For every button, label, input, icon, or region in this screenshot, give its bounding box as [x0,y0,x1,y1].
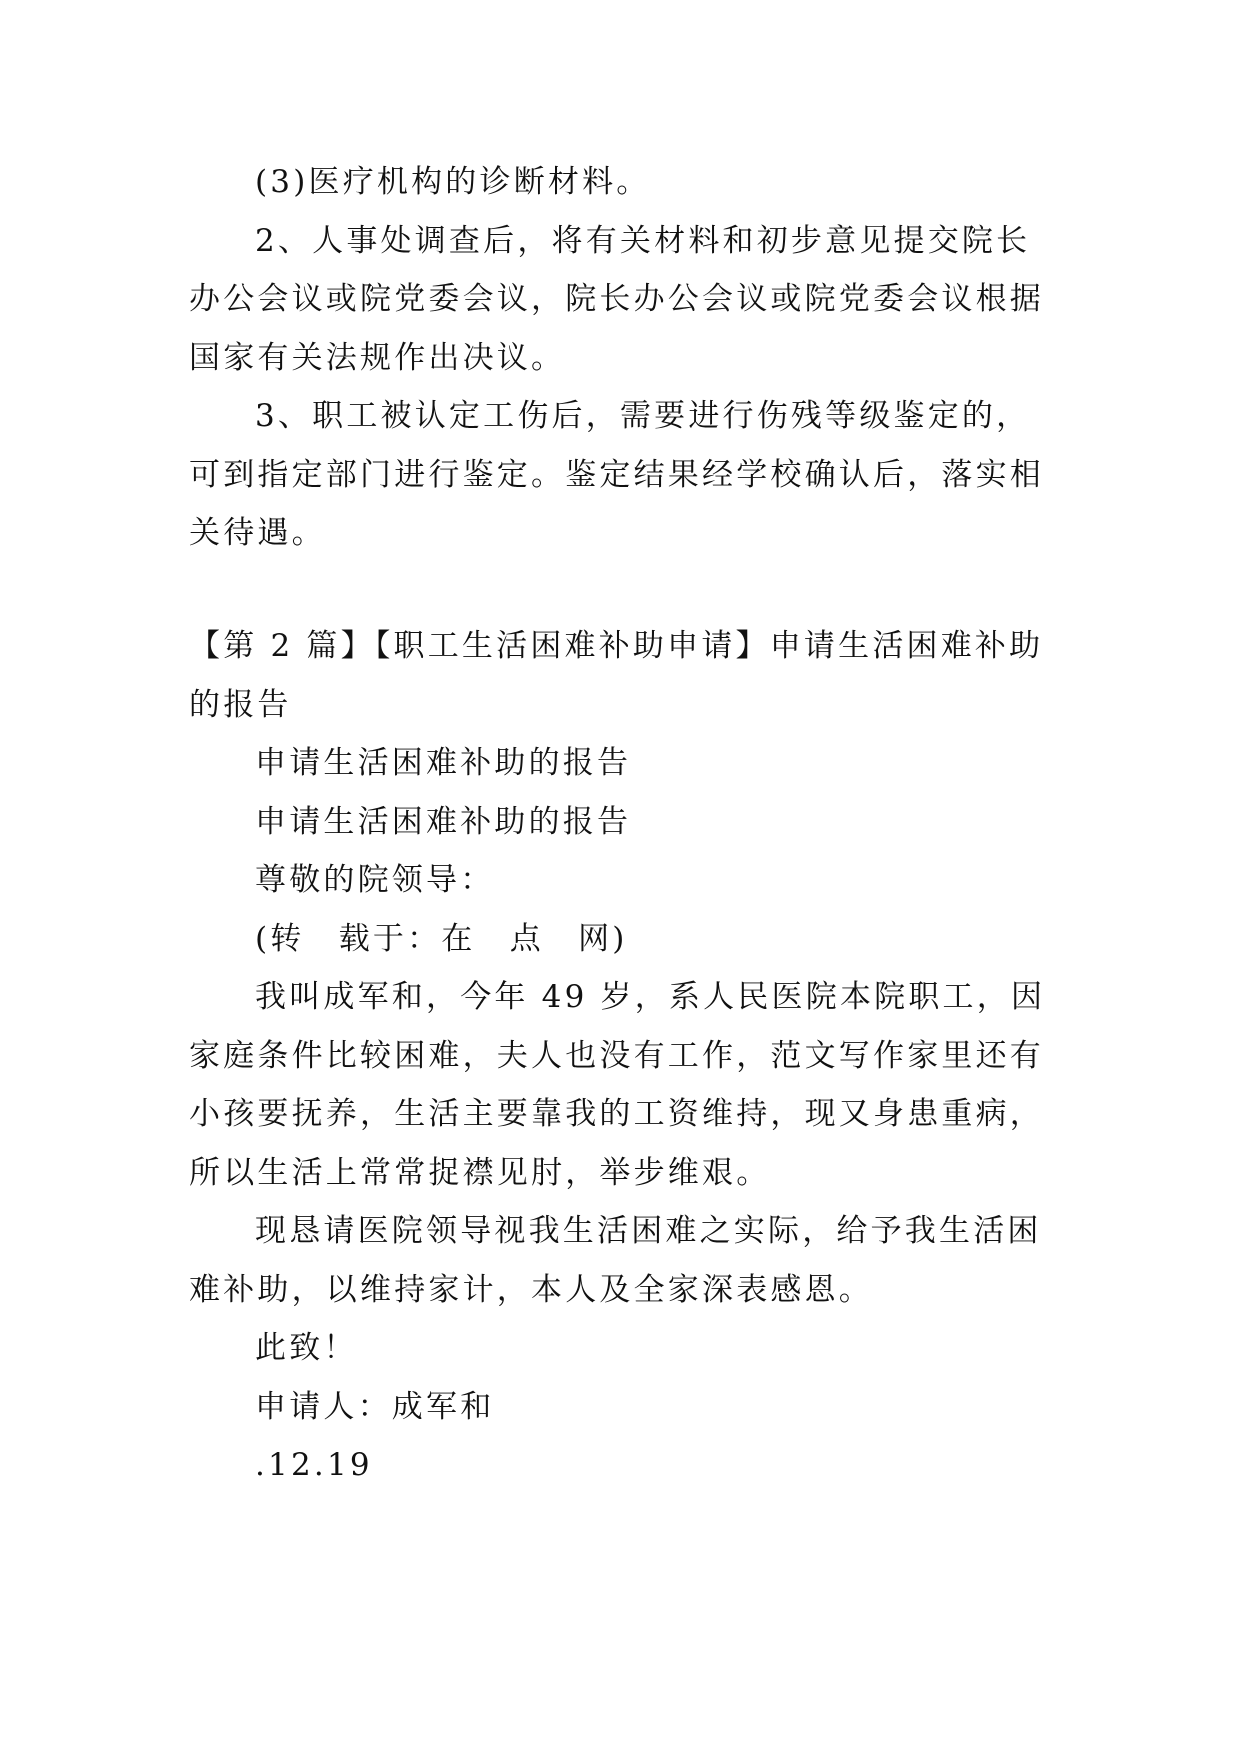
article-heading: 【第 2 篇】【职工生活困难补助申请】申请生活困难补助的报告 [189,628,1044,723]
section-hardship-subsidy-report [189,617,1050,1495]
date: .12.19 [255,1447,373,1483]
report-title-repeat: 申请生活困难补助的报告 [255,803,632,840]
closing: 此致！ [255,1330,358,1366]
salutation: 尊敬的院领导： [255,862,495,898]
section-work-injury-procedure [189,153,1050,563]
paragraph-3-disability-assessment: 3、职工被认定工伤后，需要进行伤残等级鉴定的，可到指定部门进行鉴定。鉴定结果经学校确认后，落实相关待遇。 [189,398,1044,551]
body-paragraph-situation: 我叫成军和，今年 49 岁，系人民医院本院职工，因家庭条件比较困难，夫人也没有工作，范文写作家里还有小孩要抚养，生活主要靠我的工资维持，现又身患重病，所以生活上常常捉襟见肘，举步维艰。 [189,979,1046,1191]
source-note: (转 载于：在 点 网) [255,920,628,957]
item-3-medical-materials: (3)医疗机构的诊断材料。 [255,164,651,200]
paragraph-2-investigation: 2、人事处调查后，将有关材料和初步意见提交院长办公会议或院党委会议，院长办公会议或院党委会议根据国家有关法规作出决议。 [189,222,1044,376]
report-title: 申请生活困难补助的报告 [255,745,632,781]
applicant-signature: 申请人：成军和 [255,1388,495,1425]
body-paragraph-request: 现恳请医院领导视我生活困难之实际，给予我生活困难补助，以维持家计，本人及全家深表感恩。 [189,1213,1042,1308]
